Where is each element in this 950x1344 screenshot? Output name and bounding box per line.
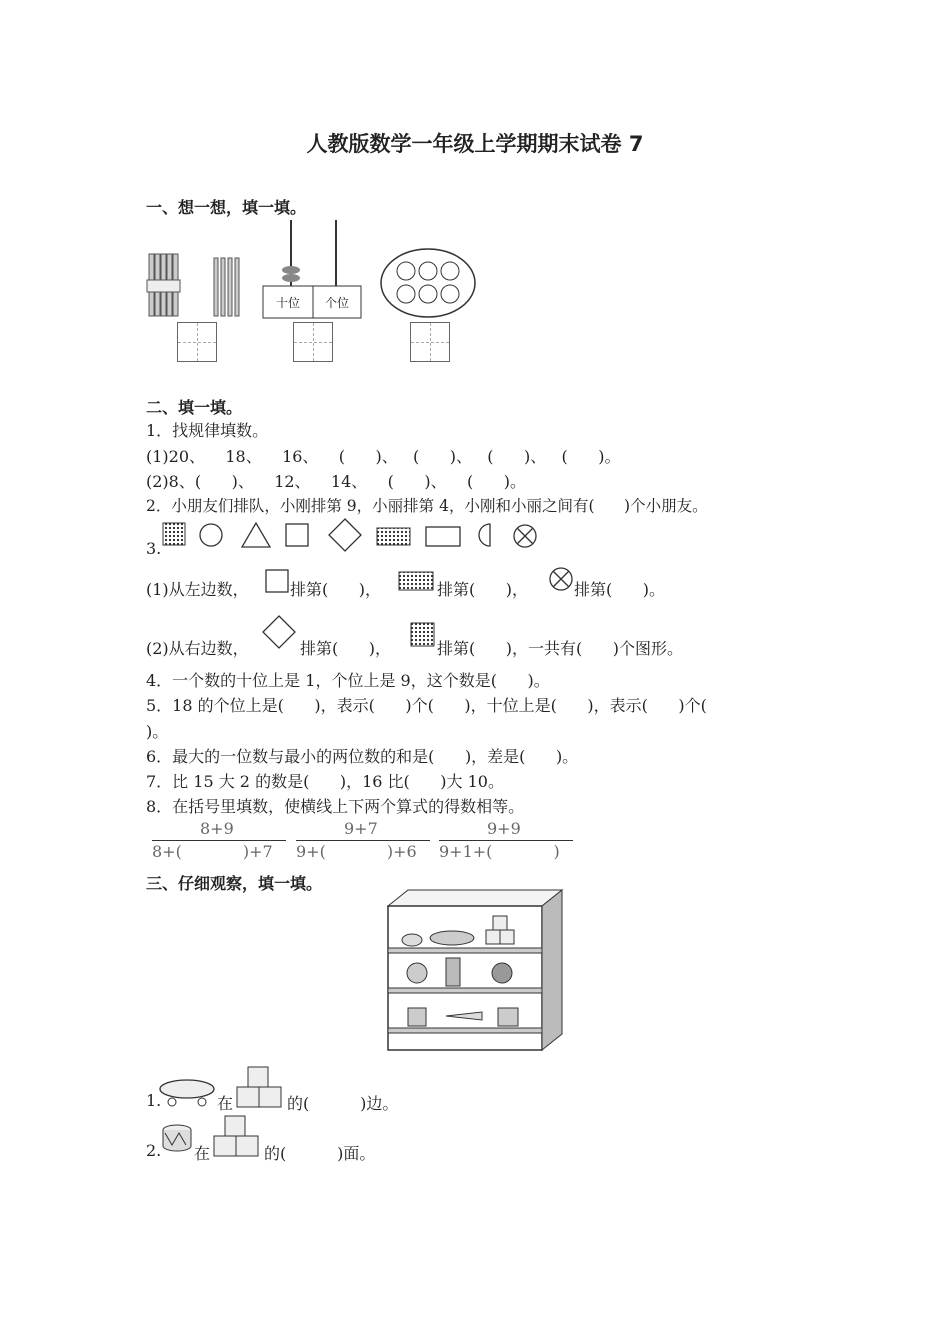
tens-label: 十位 [275, 296, 300, 310]
ones-label: 个位 [324, 296, 349, 310]
section-3-question-2-end: 的( )面。 [264, 1144, 376, 1163]
question-8: 8．在括号里填数，使横线上下两个算式的得数相等。 [146, 797, 525, 816]
toy-shelf-illustration [382, 888, 564, 1052]
section-1-heading: 一、想一想，填一填。 [146, 198, 307, 217]
dotted-square-icon [410, 622, 436, 648]
question-3a-part2: 排第( )， [437, 580, 529, 599]
circle-cross-icon [514, 525, 536, 547]
equation-2-line [296, 840, 430, 841]
rectangle-icon [426, 527, 460, 546]
question-3: 3. [146, 539, 162, 558]
diamond-icon [329, 519, 361, 551]
blocks-icon [234, 1065, 286, 1109]
equation-1-bottom: 8+( )+7 [152, 842, 273, 861]
question-1b: (2)8、( )、 12、 14、 ( )、 ( )。 [146, 472, 526, 491]
question-5-cont: )。 [146, 722, 169, 741]
circle-icon [200, 524, 222, 546]
question-7: 7．比 15 大 2 的数是( )，16 比( )大 10。 [146, 772, 504, 791]
question-4: 4．一个数的十位上是 1，个位上是 9，这个数是( )。 [146, 671, 550, 690]
equation-3-bottom: 9+1+( ) [439, 842, 560, 861]
answer-box-1[interactable] [177, 322, 217, 362]
section-3-question-1-number: 1. [146, 1091, 162, 1110]
dotted-rectangle-icon [398, 570, 436, 592]
question-5: 5．18 的个位上是( )，表示( )个( )，十位上是( )，表示( )个( [146, 696, 707, 715]
shape-sequence [160, 518, 545, 552]
equation-2-bottom: 9+( )+6 [296, 842, 417, 861]
equation-3-top: 9+9 [487, 819, 521, 838]
section-3-question-2-mid: 在 [194, 1144, 211, 1163]
equation-1-top: 8+9 [200, 819, 234, 838]
section-3-question-2-number: 2. [146, 1141, 162, 1160]
half-circle-icon [479, 524, 490, 546]
section-3-heading: 三、仔细观察，填一填。 [146, 874, 323, 893]
page-title: 人教版数学一年级上学期期末试卷 7 [306, 132, 644, 156]
answer-box-2[interactable] [293, 322, 333, 362]
pencil-bundle-icon [146, 252, 246, 320]
question-3a-prefix: (1)从左边数， [146, 580, 249, 599]
question-1: 1．找规律填数。 [146, 421, 269, 440]
section-2-heading: 二、填一填。 [146, 398, 243, 417]
answer-box-3[interactable] [410, 322, 450, 362]
section-3-question-1-end: 的( )边。 [287, 1094, 399, 1113]
question-6: 6．最大的一位数与最小的两位数的和是( )，差是( )。 [146, 747, 579, 766]
skateboard-icon [158, 1075, 216, 1109]
blocks-icon [211, 1114, 263, 1158]
equation-2-top: 9+7 [344, 819, 378, 838]
triangle-icon [242, 523, 270, 547]
circle-cross-icon [548, 566, 574, 592]
question-3b-prefix: (2)从右边数， [146, 639, 249, 658]
dotted-rectangle-icon [377, 528, 410, 545]
apples-icon [380, 247, 476, 319]
equation-3-line [439, 840, 573, 841]
question-1a: (1)20、 18、 16、 ( )、 ( )、 ( )、 ( )。 [146, 447, 621, 466]
question-3a-part1: 排第( )， [290, 580, 382, 599]
square-icon [286, 524, 308, 546]
equation-1-line [152, 840, 286, 841]
question-3b-part1: 排第( )， [300, 639, 392, 658]
question-2: 2．小朋友们排队，小刚排第 9，小丽排第 4，小刚和小丽之间有( )个小朋友。 [146, 497, 708, 515]
square-icon [264, 568, 290, 594]
dotted-square-icon [163, 523, 185, 545]
section-3-question-1-mid: 在 [217, 1094, 234, 1113]
question-3a-end: 排第( )。 [574, 580, 666, 599]
drum-icon [160, 1120, 194, 1156]
diamond-icon [260, 614, 298, 652]
question-3b-end: 排第( )，一共有( )个图形。 [437, 639, 684, 658]
